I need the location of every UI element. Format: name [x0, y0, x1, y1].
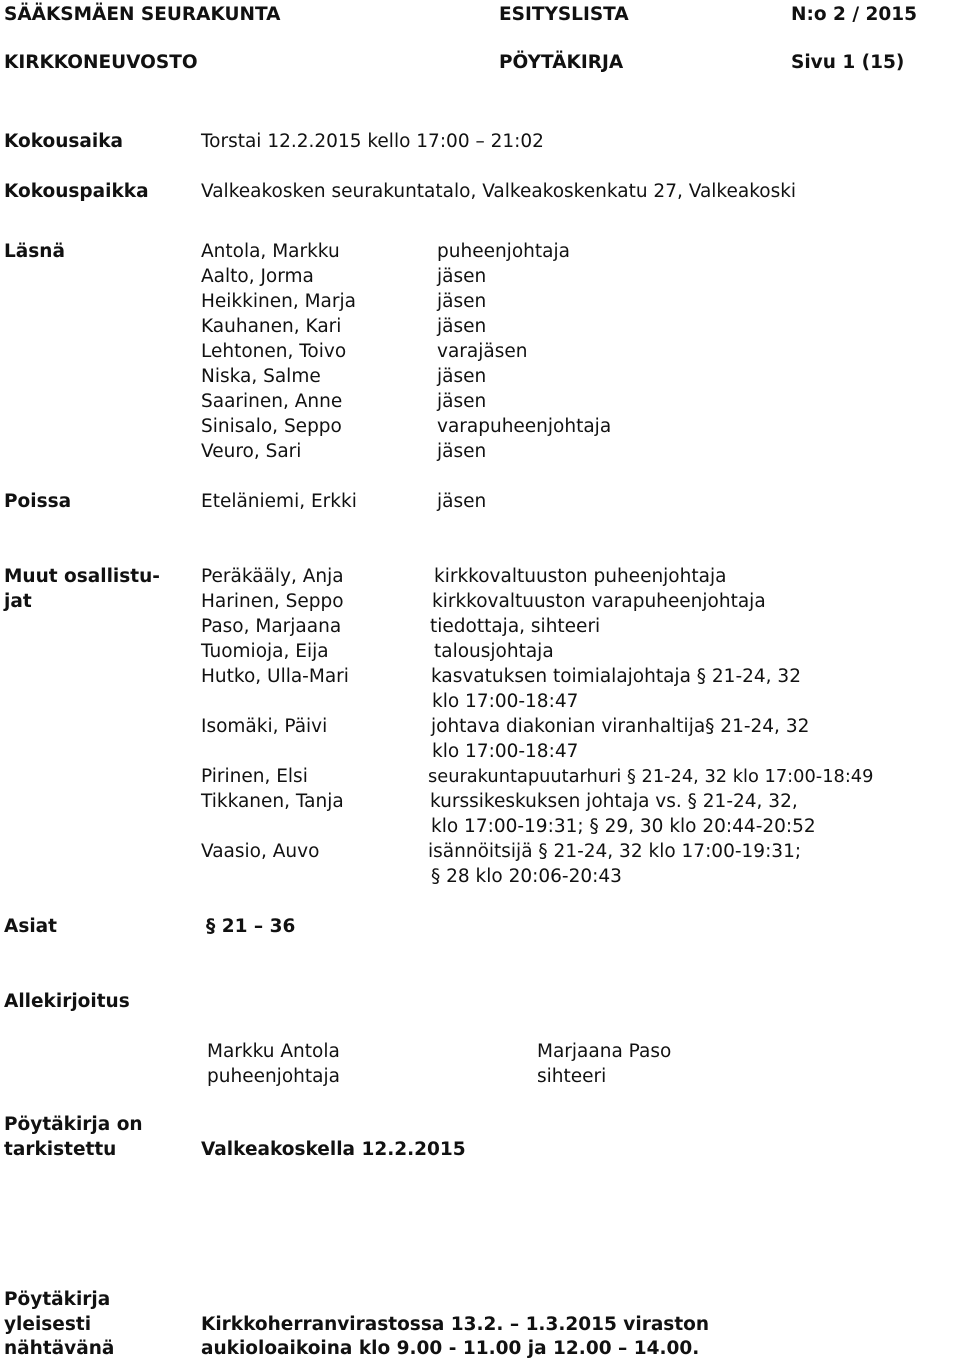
participant-name: Hutko, Ulla-Mari [201, 666, 349, 687]
member-role: jäsen [437, 441, 487, 462]
public-label-line2: yleisesti [4, 1314, 92, 1335]
member-role: jäsen [437, 391, 487, 412]
checked-label-line2: tarkistettu [4, 1139, 117, 1160]
member-role: jäsen [437, 366, 487, 387]
checked-value: Valkeakoskella 12.2.2015 [201, 1139, 466, 1160]
others-label-line2: jat [4, 591, 32, 612]
participant-role: tiedottaja, sihteeri [430, 616, 601, 637]
participant-name: Harinen, Seppo [201, 591, 344, 612]
org-name: SÄÄKSMÄEN SEURAKUNTA [4, 4, 281, 25]
doc-type-minutes: PÖYTÄKIRJA [499, 52, 624, 73]
member-role: jäsen [437, 316, 487, 337]
matters-label: Asiat [4, 916, 57, 937]
meeting-time-label: Kokousaika [4, 131, 124, 152]
public-label-line3: nähtävänä [4, 1338, 115, 1359]
member-name: Kauhanen, Kari [201, 316, 342, 337]
public-value-line1: Kirkkoherranvirastossa 13.2. – 1.3.2015 viraston [201, 1314, 710, 1335]
others-label-line1: Muut osallistu- [4, 566, 160, 587]
member-name: Antola, Markku [201, 241, 340, 262]
participant-name: Paso, Marjaana [201, 616, 342, 637]
member-name: Lehtonen, Toivo [201, 341, 347, 362]
member-name: Heikkinen, Marja [201, 291, 356, 312]
member-name: Aalto, Jorma [201, 266, 314, 287]
participant-name: Peräkääly, Anja [201, 566, 344, 587]
participant-role-cont: klo 17:00-18:47 [432, 741, 579, 762]
meeting-time-value: Torstai 12.2.2015 kello 17:00 – 21:02 [201, 131, 544, 152]
participant-name: Isomäki, Päivi [201, 716, 328, 737]
participant-name: Pirinen, Elsi [201, 766, 308, 787]
participant-role: kurssikeskuksen johtaja vs. § 21-24, 32, [430, 791, 798, 812]
participant-role-cont: § 28 klo 20:06-20:43 [431, 866, 622, 887]
meeting-place-value: Valkeakosken seurakuntatalo, Valkeakoskenkatu 27, Valkeakoski [201, 181, 797, 202]
member-role: jäsen [437, 291, 487, 312]
member-role: puheenjohtaja [437, 241, 570, 262]
secretary-title: sihteeri [537, 1066, 607, 1087]
chair-title: puheenjohtaja [207, 1066, 340, 1087]
member-name: Veuro, Sari [201, 441, 302, 462]
public-value-line2: aukioloaikoina klo 9.00 - 11.00 ja 12.00 – 14.00. [201, 1338, 700, 1359]
participant-role-cont: klo 17:00-19:31; § 29, 30 klo 20:44-20:52 [431, 816, 816, 837]
public-label-line1: Pöytäkirja [4, 1289, 111, 1310]
participant-role: kasvatuksen toimialajohtaja § 21-24, 32 [431, 666, 801, 687]
participant-name: Tuomioja, Eija [201, 641, 329, 662]
member-role: varapuheenjohtaja [437, 416, 612, 437]
signature-label: Allekirjoitus [4, 991, 130, 1012]
member-name: Niska, Salme [201, 366, 321, 387]
participant-role: seurakuntapuutarhuri § 21-24, 32 klo 17:00-18:49 [428, 766, 874, 787]
participant-role-cont: klo 17:00-18:47 [432, 691, 579, 712]
meeting-place-label: Kokouspaikka [4, 181, 149, 202]
chair-name: Markku Antola [207, 1041, 340, 1062]
participant-role: johtava diakonian viranhaltija§ 21-24, 32 [431, 716, 810, 737]
doc-type-agenda: ESITYSLISTA [499, 4, 629, 25]
participant-role: isännöitsijä § 21-24, 32 klo 17:00-19:31; [428, 841, 802, 862]
participant-name: Tikkanen, Tanja [201, 791, 344, 812]
participant-name: Vaasio, Auvo [201, 841, 320, 862]
present-label: Läsnä [4, 241, 65, 262]
participant-role: kirkkovaltuuston varapuheenjohtaja [432, 591, 766, 612]
member-role: varajäsen [437, 341, 528, 362]
checked-label-line1: Pöytäkirja on [4, 1114, 143, 1135]
body-name: KIRKKONEUVOSTO [4, 52, 198, 73]
absent-label: Poissa [4, 491, 72, 512]
member-name: Saarinen, Anne [201, 391, 343, 412]
absent-member-name: Eteläniemi, Erkki [201, 491, 357, 512]
doc-number: N:o 2 / 2015 [791, 4, 918, 25]
participant-role: kirkkovaltuuston puheenjohtaja [434, 566, 727, 587]
secretary-name: Marjaana Paso [537, 1041, 672, 1062]
participant-role: talousjohtaja [434, 641, 554, 662]
matters-value: § 21 – 36 [206, 916, 296, 937]
member-name: Sinisalo, Seppo [201, 416, 342, 437]
page-number: Sivu 1 (15) [791, 52, 905, 73]
member-role: jäsen [437, 266, 487, 287]
absent-member-role: jäsen [437, 491, 487, 512]
